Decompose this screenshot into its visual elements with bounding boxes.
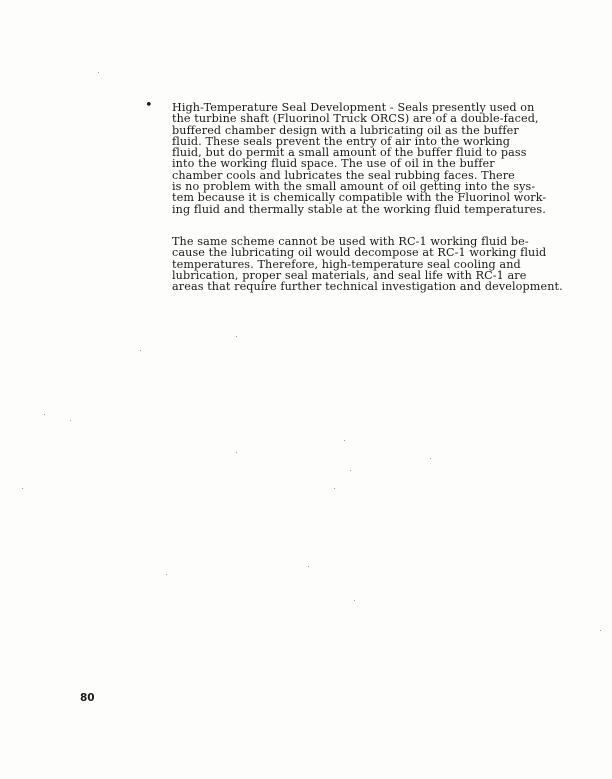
scan-speck <box>350 470 351 471</box>
scan-speck <box>44 414 45 415</box>
text-line: fluid, but do permit a small amount of the buffer fluid to pass <box>172 146 527 160</box>
scan-speck <box>236 452 237 453</box>
text-line: tem because it is chemically compatible with the Fluorinol work- <box>172 191 547 205</box>
scan-speck <box>22 488 23 489</box>
scan-speck <box>166 574 167 575</box>
text-line: temperatures. Therefore, high-temperature seal cooling and <box>172 257 521 271</box>
scan-speck <box>430 458 431 459</box>
scan-speck <box>354 600 355 601</box>
scan-speck <box>600 630 601 631</box>
paragraph-rc1-scheme <box>172 236 563 292</box>
text-line: buffered chamber design with a lubricating oil as the buffer <box>172 123 519 137</box>
scan-speck <box>236 336 237 337</box>
scan-speck <box>344 440 345 441</box>
scan-speck <box>70 420 71 421</box>
text-line: lubrication, proper seal materials, and seal life with RC-1 are <box>172 268 527 282</box>
page-number: 80 <box>80 692 95 704</box>
text-line: ing fluid and thermally stable at the working fluid temperatures. <box>172 202 546 216</box>
text-line: the turbine shaft (Fluorinol Truck ORCS) are of a double-faced, <box>172 112 539 126</box>
text-line: High-Temperature Seal Development - Seals presently used on <box>172 101 535 114</box>
scan-speck <box>98 72 99 73</box>
bullet-marker: • <box>145 98 153 113</box>
paragraph-seal-development <box>172 102 546 215</box>
text-line: fluid. These seals prevent the entry of air into the working <box>172 134 511 148</box>
text-line: cause the lubricating oil would decompose at RC-1 working fluid <box>172 246 547 260</box>
text-line: into the working fluid space. The use of oil in the buffer <box>172 157 495 171</box>
text-line: areas that require further technical investigation and development. <box>172 280 563 294</box>
text-line: chamber cools and lubricates the seal rubbing faces. There <box>172 168 515 182</box>
text-line: is no problem with the small amount of oil getting into the sys- <box>172 180 536 194</box>
scan-speck <box>334 488 335 489</box>
text-line: The same scheme cannot be used with RC-1 working fluid be- <box>172 235 529 248</box>
scan-speck <box>308 566 309 567</box>
scan-speck <box>140 350 141 351</box>
